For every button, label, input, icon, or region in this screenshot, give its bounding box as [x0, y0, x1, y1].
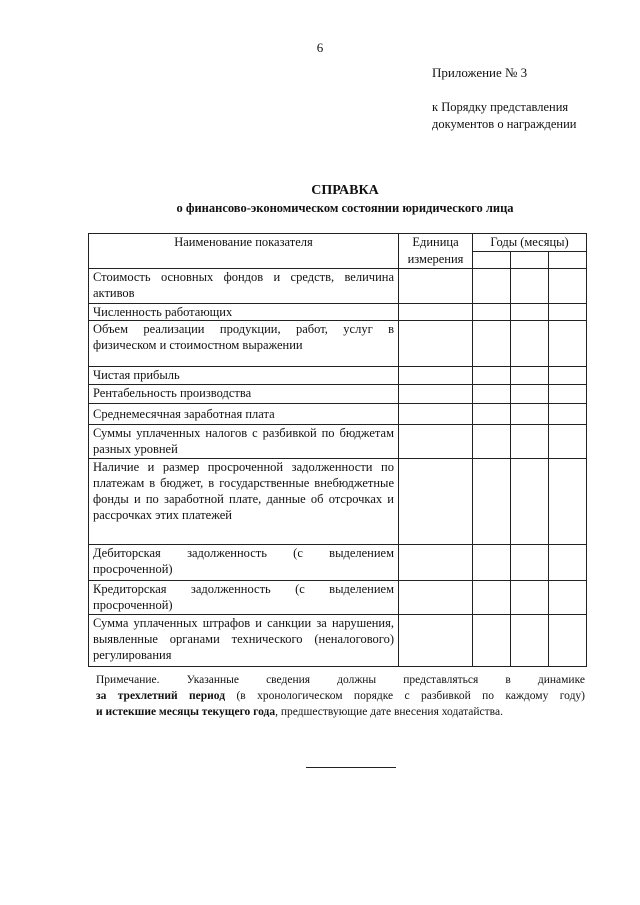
row-label: Стоимость основных фондов и средств, величина активов: [89, 269, 399, 304]
value-cell: [549, 404, 587, 425]
value-cell: [549, 269, 587, 304]
value-cell: [549, 545, 587, 581]
table-row: [89, 459, 587, 545]
document-subtitle: о финансово-экономическом состоянии юридического лица: [176, 201, 514, 215]
note-line-2: [96, 688, 585, 704]
value-cell: [473, 404, 511, 425]
indicators-table: [88, 233, 587, 667]
note-prefix: Примечание. Указанные сведения должны представляться в динамике: [96, 674, 585, 686]
document-title: СПРАВКА: [311, 183, 379, 198]
unit-cell: [399, 367, 473, 385]
note-bold-months: и истекшие месяцы текущего года: [96, 706, 276, 718]
value-cell: [511, 404, 549, 425]
note-middle: (в хронологическом порядке с разбивкой по каждому году): [225, 690, 585, 702]
appendix-title: Приложение № 3: [432, 65, 528, 80]
value-cell: [473, 459, 511, 545]
unit-cell: [399, 581, 473, 615]
value-cell: [511, 545, 549, 581]
row-label: Суммы уплаченных налогов с разбивкой по бюджетам разных уровней: [89, 425, 399, 459]
value-cell: [549, 367, 587, 385]
value-cell: [549, 321, 587, 367]
unit-cell: [399, 425, 473, 459]
note-suffix: , предшествующие дате внесения ходатайства.: [275, 706, 503, 718]
value-cell: [549, 459, 587, 545]
table-row: [89, 321, 587, 367]
value-cell: [473, 367, 511, 385]
table-row: [89, 581, 587, 615]
unit-cell: [399, 269, 473, 304]
value-cell: [511, 581, 549, 615]
appendix-ref-line-1: к Порядку представления: [432, 100, 569, 114]
table-row: [89, 425, 587, 459]
value-cell: [511, 269, 549, 304]
row-label: Объем реализации продукции, работ, услуг в физическом и стоимостном выражении: [89, 321, 399, 367]
separator-line: [306, 767, 396, 768]
row-label: Наличие и размер просроченной задолженности по платежам в бюджет, в государственные внебюджетные фонды и по заработной плате, данные об отсрочках и рассрочках этих платежей: [89, 459, 399, 545]
value-cell: [549, 615, 587, 667]
unit-cell: [399, 615, 473, 667]
value-cell: [473, 545, 511, 581]
note-bold-period: за трехлетний период: [96, 690, 226, 702]
value-cell: [473, 615, 511, 667]
footnote: [96, 672, 585, 720]
value-cell: [511, 425, 549, 459]
row-label: Рентабельность производства: [89, 385, 399, 404]
unit-cell: [399, 404, 473, 425]
row-label: Кредиторская задолженность (с выделением просроченной): [89, 581, 399, 615]
value-cell: [511, 459, 549, 545]
header-unit: Единица измерения: [399, 234, 473, 269]
header-year-cell: [511, 251, 549, 269]
value-cell: [549, 425, 587, 459]
appendix-ref-line-2: документов о награждении: [432, 117, 577, 131]
note-line-3: [96, 704, 585, 720]
value-cell: [511, 367, 549, 385]
row-label: Численность работающих: [89, 304, 399, 321]
header-indicator-name: Наименование показателя: [89, 234, 399, 269]
value-cell: [511, 304, 549, 321]
table-row: [89, 385, 587, 404]
value-cell: [549, 581, 587, 615]
table-row: [89, 615, 587, 667]
row-label: Дебиторская задолженность (с выделением просроченной): [89, 545, 399, 581]
row-label: Чистая прибыль: [89, 367, 399, 385]
unit-cell: [399, 385, 473, 404]
unit-cell: [399, 459, 473, 545]
header-years: Годы (месяцы): [473, 234, 587, 252]
value-cell: [511, 321, 549, 367]
value-cell: [473, 321, 511, 367]
table-row: [89, 304, 587, 321]
page-number: 6: [316, 40, 324, 55]
row-label: Среднемесячная заработная плата: [89, 404, 399, 425]
header-year-cell: [549, 251, 587, 269]
value-cell: [473, 385, 511, 404]
value-cell: [473, 269, 511, 304]
unit-cell: [399, 545, 473, 581]
header-year-cell: [473, 251, 511, 269]
table-row: [89, 404, 587, 425]
value-cell: [511, 615, 549, 667]
table-row: [89, 545, 587, 581]
value-cell: [473, 581, 511, 615]
value-cell: [549, 304, 587, 321]
value-cell: [473, 304, 511, 321]
row-label: Сумма уплаченных штрафов и санкции за нарушения, выявленные органами технического (неналогового) регулирования: [89, 615, 399, 667]
value-cell: [473, 425, 511, 459]
appendix-reference: [432, 99, 576, 133]
value-cell: [511, 385, 549, 404]
unit-cell: [399, 304, 473, 321]
unit-cell: [399, 321, 473, 367]
table-row: [89, 269, 587, 304]
table-row: [89, 367, 587, 385]
value-cell: [549, 385, 587, 404]
